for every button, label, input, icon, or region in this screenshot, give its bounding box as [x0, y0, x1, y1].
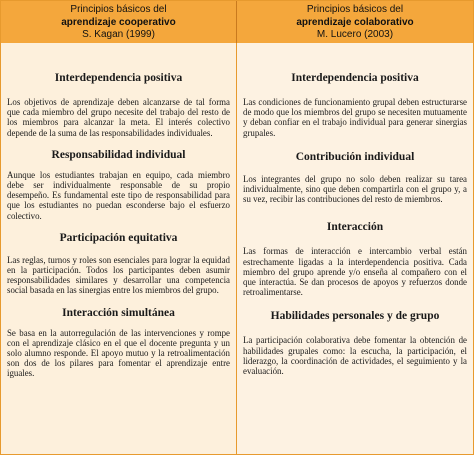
section-body: Los integrantes del grupo no solo deben realizar su tarea individualmente, sino que deben compartirla con el grupo y, a su vez, recibir las contribuciones del resto de miembros. [243, 173, 467, 205]
column-cooperativo [1, 43, 237, 454]
section-title: Interacción simultánea [62, 306, 175, 319]
header-line1: Principios básicos del [70, 4, 167, 15]
header-author: M. Lucero (2003) [316, 29, 394, 40]
section-body: Los objetivos de aprendizaje deben alcanzarse de tal forma que cada miembro del grupo necesite del trabajo del resto de los miembros para alcanzar la meta. El interés colectivo depende de la suma de las responsabilidades individuales. [7, 97, 230, 138]
header-line1: Principios básicos del [306, 4, 404, 15]
section-title: Participación equitativa [59, 231, 178, 244]
section-title: Habilidades personales y de grupo [270, 310, 440, 323]
section-title: Responsabilidad individual [51, 148, 186, 161]
section-body: Aunque los estudiantes trabajan en equipo, cada miembro debe ser individualmente responsable de su propio desempeño. Es fundamental este tipo de responsabilidad para que los estudiantes no puedan esconderse bajo el esfuerzo colectivo. [7, 169, 230, 221]
header-title: aprendizaje colaborativo [296, 16, 414, 28]
section-title: Interdependencia positiva [291, 72, 419, 84]
section-body: Se basa en la autorregulación de las intervenciones y rompe con el aprendizaje clásico en el que el docente pregunta y un solo alumno responde. El apoyo mutuo y la retroalimentación son dos de los pilares para fomentar el aprendizaje entre iguales. [7, 327, 230, 379]
section-title: Interacción [326, 221, 384, 234]
header-colaborativo [237, 1, 473, 43]
section-title: Contribución individual [295, 150, 415, 163]
section-body: Las formas de interacción e intercambio verbal están estrechamente ligadas a la interdependencia positiva. Cada miembro del grupo aprende y/o enseña al compañero con el que interactúa. Se dan procesos de apoyos y refuerzos donde retroalimentarse. [243, 246, 467, 298]
section-body: La participación colaborativa debe fomentar la obtención de habilidades grupales como: la escucha, la participación, el liderazgo, la coordinación de actividades, el seguimiento y la evaluación. [243, 335, 467, 377]
section-body: Las condiciones de funcionamiento grupal deben estructurarse de modo que los miembros del grupo se necesiten mutuamente y deban confiar en el trabajo individual para generar sinergias grupales. [243, 97, 467, 138]
header-title: aprendizaje cooperativo [61, 16, 176, 28]
header-author: S. Kagan (1999) [82, 29, 155, 40]
section-body: Las reglas, turnos y roles son esenciales para lograr la equidad en la participación. Todos los participantes deben asumir responsabilidades similares y desarrollar una competencia social basada en las sinergias entre los miembros del grupo. [7, 254, 230, 296]
section-title: Interdependencia positiva [54, 72, 183, 84]
header-cooperativo [1, 1, 237, 43]
column-colaborativo [237, 43, 473, 454]
